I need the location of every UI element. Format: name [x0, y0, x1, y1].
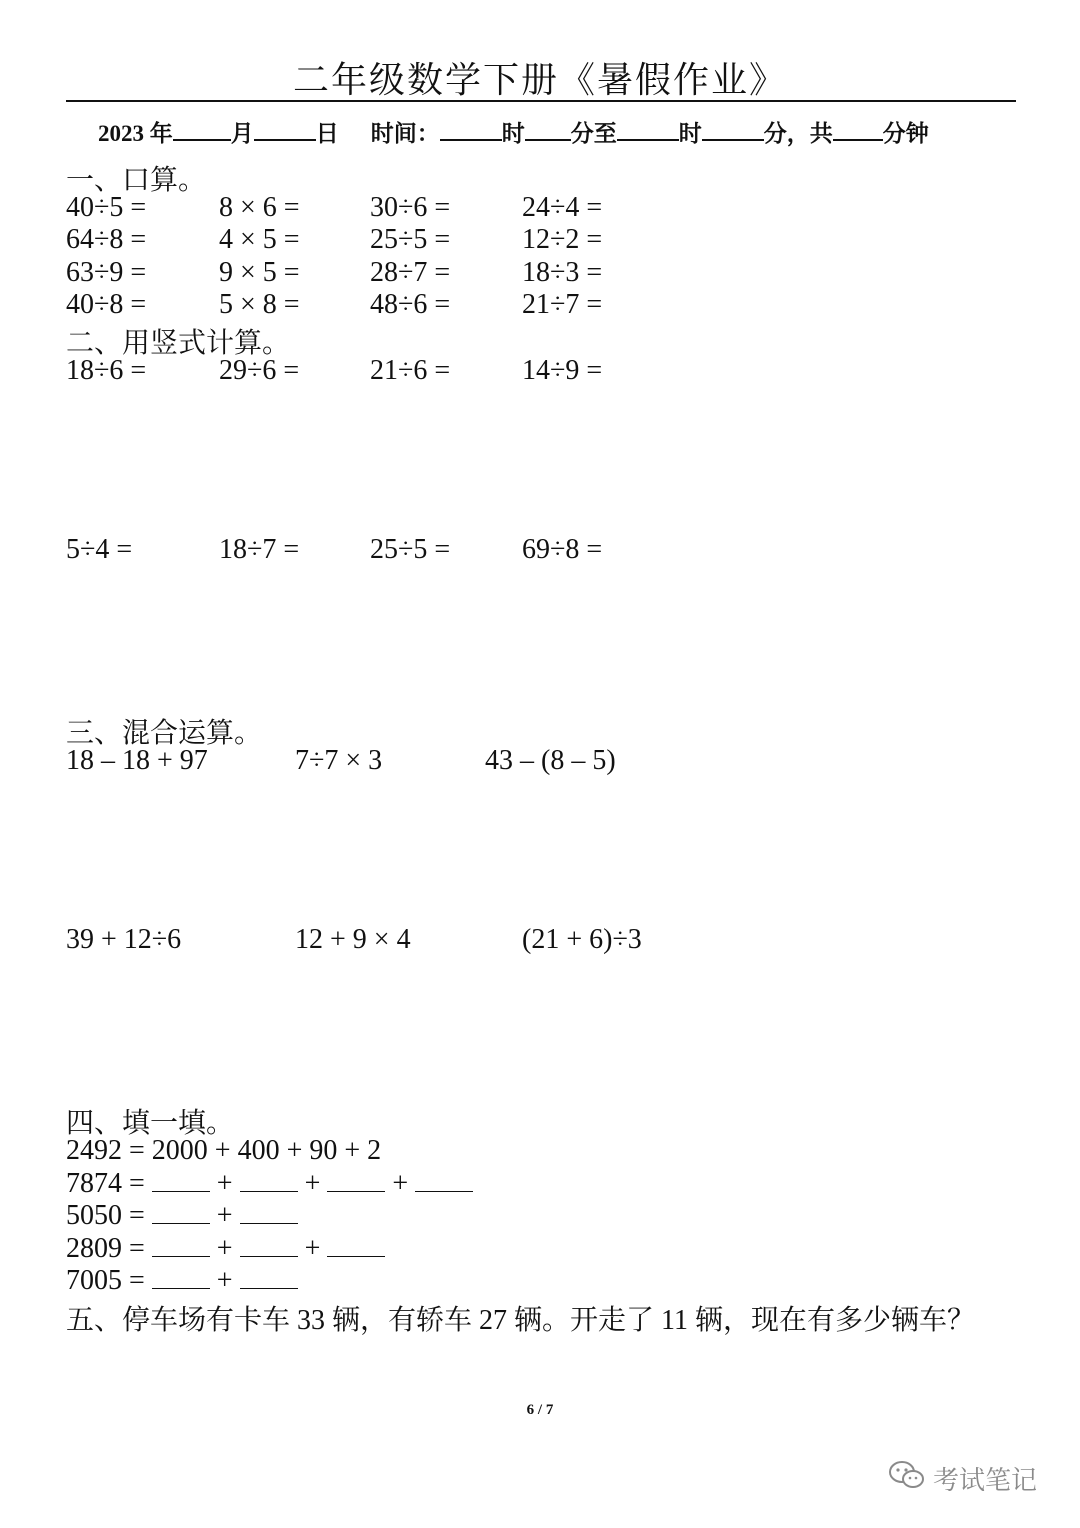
problem: 40÷8 = [66, 289, 147, 320]
fill-blank[interactable] [240, 1201, 298, 1224]
minutes-label: 分钟 [882, 121, 929, 146]
problem: 21÷7 = [522, 289, 603, 320]
problem: 30÷6 = [370, 192, 451, 223]
plus-sign: + [216, 1265, 233, 1296]
fill-item [66, 1168, 473, 1200]
section3-row [0, 924, 1080, 958]
total-minutes-blank[interactable] [833, 119, 883, 141]
month-blank[interactable] [173, 119, 231, 141]
section5-word-problem: 五、停车场有卡车 33 辆，有轿车 27 辆。开走了 11 辆，现在有多少辆车？ [66, 1305, 975, 1336]
problem: 12÷2 = [522, 224, 603, 255]
section3-row [0, 745, 1080, 779]
page-title: 二年级数学下册《暑假作业》 [292, 60, 787, 100]
problem: 14÷9 = [522, 355, 603, 386]
problem: (21 + 6)÷3 [522, 924, 642, 955]
problem: 18÷6 = [66, 355, 147, 386]
problem: 4 × 5 = [219, 224, 300, 255]
watermark [887, 1458, 1037, 1499]
fill-blank[interactable] [240, 1266, 298, 1289]
wechat-icon [887, 1458, 927, 1499]
section3-heading: 三、混合运算。 [66, 718, 263, 749]
fill-blank[interactable] [327, 1234, 385, 1257]
problem: 28÷7 = [370, 257, 451, 288]
end-minute-blank[interactable] [702, 119, 764, 141]
plus-sign: + [304, 1168, 321, 1199]
section2-heading: 二、用竖式计算。 [66, 328, 291, 359]
problem: 64÷8 = [66, 224, 147, 255]
fill-blank[interactable] [327, 1169, 385, 1192]
problem: 69÷8 = [522, 534, 603, 565]
problem: 12 + 9 × 4 [295, 924, 411, 955]
fill-item [66, 1265, 298, 1297]
time-label: 时间： [370, 121, 440, 146]
plus-sign: + [304, 1233, 321, 1264]
problem: 40÷5 = [66, 192, 147, 223]
end-hour-blank[interactable] [617, 119, 679, 141]
fill-blank[interactable] [240, 1234, 298, 1257]
page-number: 6 / 7 [526, 1402, 554, 1418]
problem: 9 × 5 = [219, 257, 300, 288]
plus-sign: + [216, 1168, 233, 1199]
problem: 5÷4 = [66, 534, 133, 565]
problem: 25÷5 = [370, 224, 451, 255]
section1-row [0, 257, 1080, 291]
fill-blank[interactable] [152, 1201, 210, 1224]
problem: 8 × 6 = [219, 192, 300, 223]
problem: 43 – (8 – 5) [485, 745, 616, 776]
hour-label-1: 时 [501, 121, 525, 146]
section1-row [0, 289, 1080, 323]
section2-row [0, 534, 1080, 568]
problem: 63÷9 = [66, 257, 147, 288]
start-hour-blank[interactable] [440, 119, 502, 141]
start-minute-blank[interactable] [525, 119, 571, 141]
day-blank[interactable] [254, 119, 316, 141]
fill-example: 2492 = 2000 + 400 + 90 + 2 [66, 1135, 382, 1166]
problem: 48÷6 = [370, 289, 451, 320]
problem: 25÷5 = [370, 534, 451, 565]
fill-blank[interactable] [415, 1169, 473, 1192]
problem: 18÷7 = [219, 534, 300, 565]
problem: 24÷4 = [522, 192, 603, 223]
problem: 18÷3 = [522, 257, 603, 288]
problem: 18 – 18 + 97 [66, 745, 208, 776]
watermark-text: 考试笔记 [933, 1466, 1038, 1496]
fill-item [66, 1233, 385, 1265]
fill-lhs: 7874 = [66, 1168, 145, 1199]
plus-sign: + [392, 1168, 409, 1199]
date-time-line [98, 115, 929, 148]
section2-row [0, 355, 1080, 389]
problem: 21÷6 = [370, 355, 451, 386]
plus-sign: + [216, 1233, 233, 1264]
fill-blank[interactable] [152, 1266, 210, 1289]
fill-item [66, 1200, 298, 1232]
section1-heading: 一、口算。 [66, 165, 207, 196]
min-to-label: 分至 [570, 121, 617, 146]
section1-row [0, 224, 1080, 258]
section4-heading: 四、填一填。 [66, 1108, 235, 1139]
fill-blank[interactable] [240, 1169, 298, 1192]
month-label: 月 [230, 121, 254, 146]
plus-sign: + [216, 1200, 233, 1231]
fill-lhs: 7005 = [66, 1265, 145, 1296]
year-label: 2023 年 [98, 121, 173, 146]
fill-blank[interactable] [152, 1234, 210, 1257]
fill-lhs: 5050 = [66, 1200, 145, 1231]
fill-lhs: 2809 = [66, 1233, 145, 1264]
section1-row [0, 192, 1080, 226]
fill-blank[interactable] [152, 1169, 210, 1192]
problem: 7÷7 × 3 [295, 745, 383, 776]
problem: 29÷6 = [219, 355, 300, 386]
title-divider [66, 100, 1016, 102]
problem: 39 + 12÷6 [66, 924, 182, 955]
hour-label-2: 时 [678, 121, 702, 146]
day-label: 日 [315, 121, 339, 146]
problem: 5 × 8 = [219, 289, 300, 320]
min-total-label: 分，共 [763, 121, 833, 146]
